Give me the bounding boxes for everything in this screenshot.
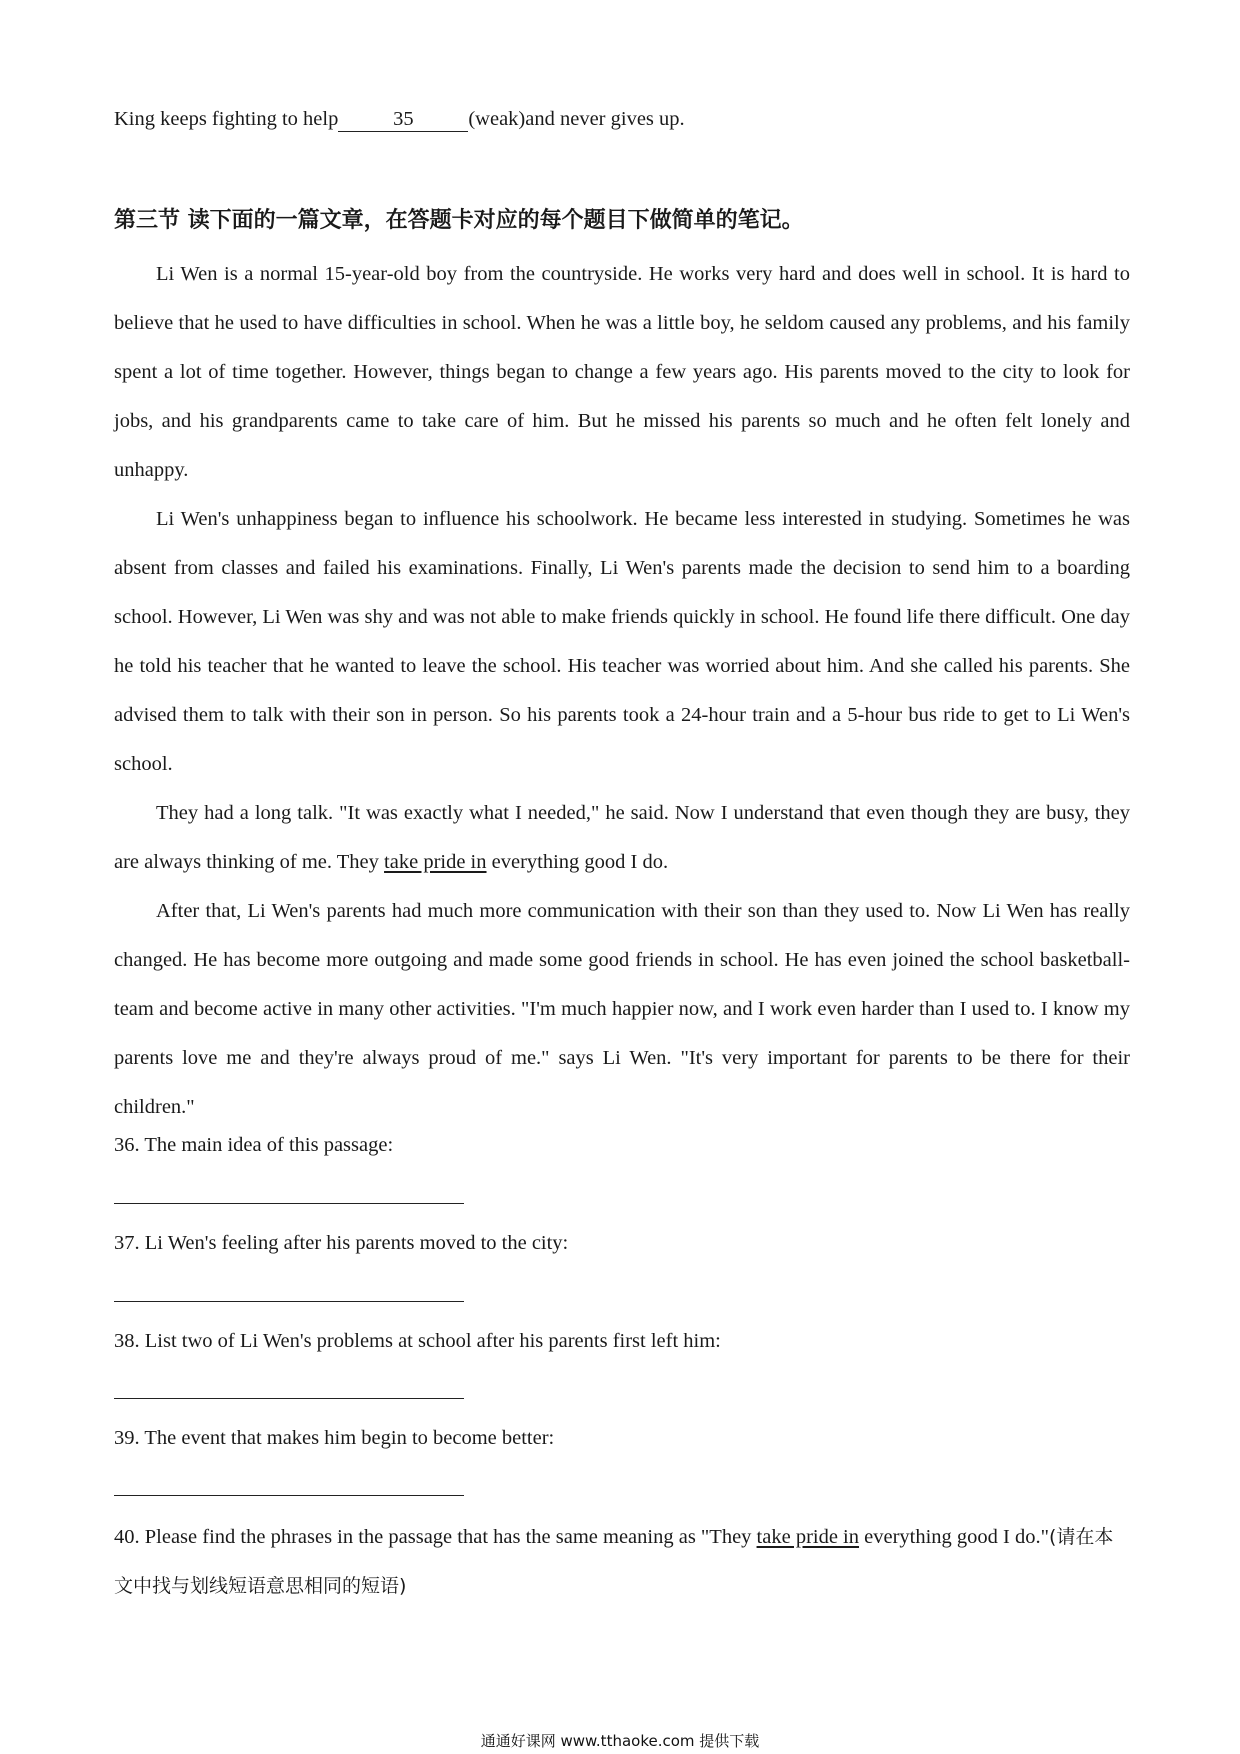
question-36: 36. The main idea of this passage: xyxy=(114,1134,394,1156)
question-35-text-after: (weak)and never gives up. xyxy=(468,108,685,130)
section-heading: 第三节 读下面的一篇文章，在答题卡对应的每个题目下做简单的笔记。 xyxy=(114,208,804,233)
question-38: 38. List two of Li Wen's problems at school after his parents first left him: xyxy=(114,1330,721,1352)
answer-line-37[interactable] xyxy=(114,1301,464,1302)
question-35-blank[interactable] xyxy=(338,108,468,132)
question-40-chinese-instruction: (请在本文中找与划线短语意思相同的短语) xyxy=(114,1526,1114,1597)
passage-paragraph-1: Li Wen is a normal 15-year-old boy from the countryside. He works very hard and does well in school. It is hard to believe that he used to have difficulties in school. When he was a little boy, he seldom caused any problems, and his family spent a lot of time together. However, things began to change a few years ago. His parents moved to the city to look for jobs, and his grandparents came to take care of him. But he missed his parents so much and he often felt lonely and unhappy. xyxy=(114,263,1130,481)
question-40-text: 40. Please find the phrases in the passage that has the same meaning as "They xyxy=(114,1526,757,1548)
answer-line-39[interactable] xyxy=(114,1495,464,1496)
answer-line-36[interactable] xyxy=(114,1203,464,1204)
passage-paragraph-3-text: They had a long talk. "It was exactly what I needed," he said. Now I understand that even though they are busy, they are always thinking of me. They xyxy=(114,802,1130,873)
reading-passage xyxy=(114,250,1130,1132)
question-35-text-before: King keeps fighting to help xyxy=(114,108,339,130)
passage-paragraph-4: After that, Li Wen's parents had much more communication with their son than they used to. Now Li Wen has really changed. He has become more outgoing and made some good friends in school. He has even joined the school basketball-team and become active in many other activities. "I'm much happier now, and I work even harder than I used to. I know my parents love me and they're always proud of me." says Li Wen. "It's very important for parents to be there for their children." xyxy=(114,900,1130,1118)
question-35-number: 35 xyxy=(393,108,414,130)
question-40-underlined-phrase: take pride in xyxy=(756,1526,860,1548)
answer-line-38[interactable] xyxy=(114,1398,464,1399)
passage-paragraph-2: Li Wen's unhappiness began to influence his schoolwork. He became less interested in studying. Sometimes he was absent from classes and failed his examinations. Finally, Li Wen's parents made the decision to send him to a boarding school. However, Li Wen was shy and was not able to make friends quickly in school. He found life there difficult. One day he told his teacher that he wanted to leave the school. His teacher was worried about him. And she called his parents. She advised them to talk with their son in person. So his parents took a 24-hour train and a 5-hour bus ride to get to Li Wen's school. xyxy=(114,508,1130,775)
question-40-text-end: everything good I do." xyxy=(859,1526,1050,1548)
question-40 xyxy=(114,1513,1130,1611)
question-39: 39. The event that makes him begin to become better: xyxy=(114,1427,555,1449)
underlined-phrase: take pride in xyxy=(384,851,487,873)
passage-paragraph-3-end: everything good I do. xyxy=(486,851,669,873)
page-footer: 通通好课网 www.tthaoke.com 提供下载 xyxy=(480,1732,760,1750)
question-37: 37. Li Wen's feeling after his parents moved to the city: xyxy=(114,1232,569,1254)
passage-paragraph-3 xyxy=(114,789,1130,887)
question-35-line xyxy=(114,108,685,132)
